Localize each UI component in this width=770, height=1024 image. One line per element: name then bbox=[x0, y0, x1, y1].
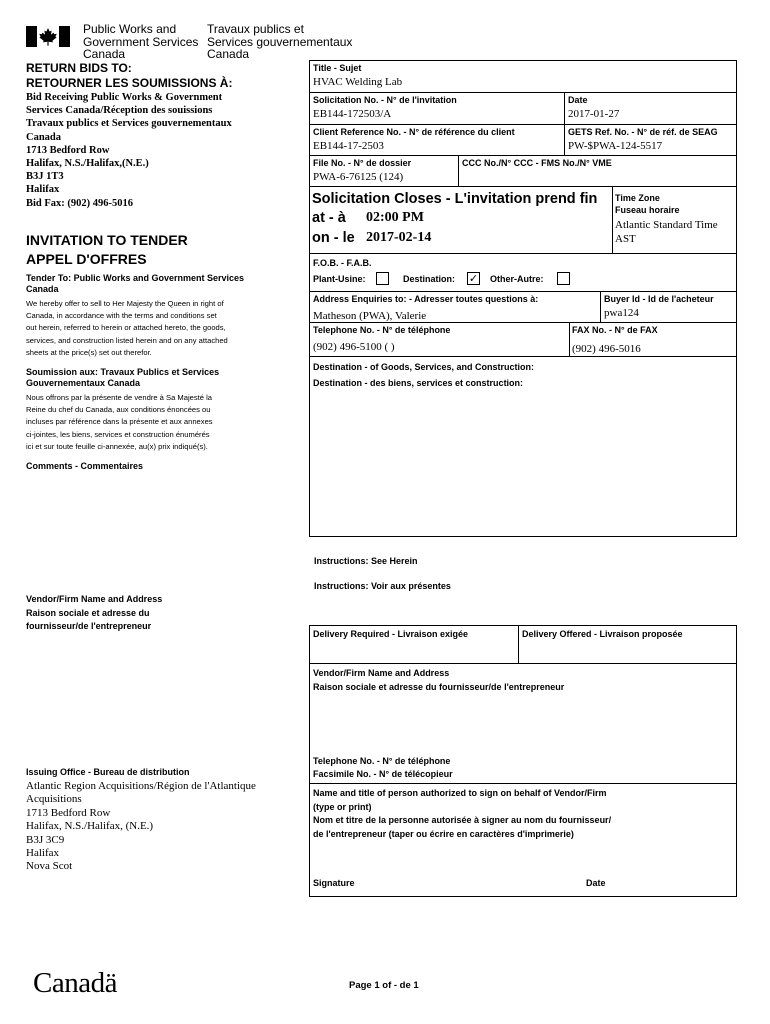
header-fr-line: Services gouvernementaux bbox=[207, 34, 353, 49]
solicitation-no-value: EB144-172503/A bbox=[313, 108, 392, 120]
date-value: 2017-01-27 bbox=[568, 108, 620, 120]
return-address-line: Canada bbox=[26, 131, 62, 143]
gets-ref-label: GETS Ref. No. - N° de réf. de SEAG bbox=[568, 127, 718, 137]
header-fr-line: Canada bbox=[207, 47, 250, 61]
destination-checkbox[interactable] bbox=[467, 272, 480, 285]
signer-line: Name and title of person authorized to sign on behalf of Vendor/Firm bbox=[313, 788, 607, 798]
instructions-fr: Instructions: Voir aux présentes bbox=[314, 581, 451, 591]
page-number: Page 1 of - de 1 bbox=[349, 980, 419, 991]
return-address-line: Travaux publics et Services gouvernementaux bbox=[26, 118, 232, 130]
return-address-line: Halifax bbox=[26, 184, 60, 196]
return-address-line: 1713 Bedford Row bbox=[26, 144, 110, 156]
return-address-line: Bid Fax: (902) 496-5016 bbox=[26, 197, 134, 209]
offer-text-fr bbox=[26, 392, 213, 453]
header-en-line: Government Services bbox=[83, 34, 199, 49]
buyer-id-value: pwa124 bbox=[604, 307, 639, 319]
vendor-left-line: Raison sociale et adresse du bbox=[26, 607, 150, 618]
tz-value-line: AST bbox=[615, 233, 636, 245]
offer-text-line: ici et sur toute feuille ci-annexée, au(x) prix indiqué(s). bbox=[26, 441, 208, 451]
fax-value: (902) 496-5016 bbox=[572, 343, 641, 355]
delivery-required-label: Delivery Required - Livraison exigée bbox=[313, 629, 469, 639]
offer-text-line: services, and construction listed herein and on any attached bbox=[26, 335, 228, 345]
return-address-line: Bid Receiving Public Works & Government bbox=[26, 92, 223, 103]
tender-to-line: Canada bbox=[26, 284, 59, 294]
address-enquiries-value: Matheson (PWA), Valerie bbox=[313, 310, 427, 322]
signer-line: (type or print) bbox=[313, 801, 372, 812]
solicitation-closes-title: Solicitation Closes - L'invitation prend fin bbox=[312, 191, 598, 207]
vendor-contact-label bbox=[313, 755, 453, 781]
title-label: Title - Sujet bbox=[313, 63, 362, 73]
return-address-line: Services Canada/Réception des souissions bbox=[26, 105, 213, 117]
plant-usine-checkbox[interactable] bbox=[376, 272, 389, 285]
closes-on-value: 2017-02-14 bbox=[366, 230, 432, 245]
closes-at-label: at - à bbox=[312, 210, 346, 226]
authorized-signer-label bbox=[313, 787, 611, 842]
signer-line: de l'entrepreneur (taper ou écrire en caractères d'imprimerie) bbox=[313, 829, 574, 840]
offer-text-line: incluses par référence dans la présente et aux annexes bbox=[26, 417, 213, 427]
plant-usine-label: Plant-Usine: bbox=[313, 274, 366, 284]
other-autre-label: Other-Autre: bbox=[490, 274, 544, 284]
issuing-line: Acquisitions bbox=[26, 793, 82, 806]
issuing-line: Halifax bbox=[26, 847, 59, 860]
offer-text-line: Reine du chef du Canada, aux conditions énoncées ou bbox=[26, 405, 211, 415]
return-address bbox=[26, 91, 232, 210]
signer-line: Nom et titre de la personne autorisée à signer au nom du fournisseur/ bbox=[313, 815, 612, 826]
issuing-office-label: Issuing Office - Bureau de distribution bbox=[26, 767, 190, 777]
other-autre-checkbox[interactable] bbox=[557, 272, 570, 285]
vendor-firm-en: Vendor/Firm Name and Address bbox=[313, 668, 450, 678]
gets-ref-value: PW-$PWA-124-5517 bbox=[568, 140, 663, 152]
vendor-facsimile-label: Facsimile No. - N° de télécopieur bbox=[313, 769, 453, 779]
solicitation-no-label: Solicitation No. - N° de l'invitation bbox=[313, 95, 457, 105]
issuing-line: Halifax, N.S./Halifax, (N.E.) bbox=[26, 820, 154, 833]
destination-goods-fr: Destination - des biens, services et construction: bbox=[313, 378, 524, 388]
offer-text-en bbox=[26, 298, 228, 359]
title-value: HVAC Welding Lab bbox=[313, 76, 403, 88]
buyer-id-label: Buyer Id - Id de l'acheteur bbox=[604, 294, 714, 304]
header-en-line: Public Works and bbox=[83, 22, 177, 36]
return-address-line: Halifax, N.S./Halifax,(N.E.) bbox=[26, 158, 149, 170]
offer-text-line: We hereby offer to sell to Her Majesty the Queen in right of bbox=[26, 299, 224, 308]
offer-text-line: out herein, referred to herein or attached hereto, the goods, bbox=[26, 323, 226, 333]
tender-to-line: Tender To: Public Works and Government Services bbox=[26, 273, 245, 283]
fax-label: FAX No. - N° de FAX bbox=[572, 325, 658, 335]
issuing-line: 1713 Bedford Row bbox=[26, 806, 111, 819]
issuing-office-address bbox=[26, 780, 256, 874]
offer-text-line: Nous offrons par la présente de vendre à Sa Majesté la bbox=[26, 393, 213, 402]
time-zone-label bbox=[615, 192, 680, 216]
tz-value-line: Atlantic Standard Time bbox=[615, 219, 718, 231]
canada-wordmark: Canadä bbox=[33, 967, 117, 999]
ccc-no-label: CCC No./N° CCC - FMS No./N° VME bbox=[462, 158, 612, 168]
soumission-aux bbox=[26, 367, 219, 389]
comments-label: Comments - Commentaires bbox=[26, 461, 144, 471]
client-ref-value: EB144-17-2503 bbox=[313, 140, 384, 152]
issuing-line: Nova Scot bbox=[26, 860, 73, 873]
destination-goods-en: Destination - of Goods, Services, and Construction: bbox=[313, 362, 535, 372]
telephone-label: Telephone No. - N° de téléphone bbox=[313, 325, 451, 335]
header-en-line: Canada bbox=[83, 47, 126, 61]
invitation-title-fr: APPEL D'OFFRES bbox=[26, 251, 147, 267]
department-name-en bbox=[83, 23, 198, 61]
invitation-title-en: INVITATION TO TENDER bbox=[26, 232, 188, 248]
destination-goods-label bbox=[313, 359, 534, 391]
tz-label-fr: Fuseau horaire bbox=[615, 205, 680, 215]
vendor-left-line: Vendor/Firm Name and Address bbox=[26, 594, 163, 604]
file-no-label: File No. - N° de dossier bbox=[313, 158, 412, 168]
tz-label-en: Time Zone bbox=[615, 193, 660, 203]
offer-text-line: sheets at the price(s) set out therefor. bbox=[26, 347, 152, 357]
return-title-fr: RETOURNER LES SOUMISSIONS À: bbox=[26, 76, 233, 90]
file-no-value: PWA-6-76125 (124) bbox=[313, 171, 404, 183]
canada-flag-icon bbox=[26, 26, 70, 47]
vendor-telephone-label: Telephone No. - N° de téléphone bbox=[313, 756, 451, 766]
invitation-title bbox=[26, 231, 188, 269]
client-ref-label: Client Reference No. - N° de référence du client bbox=[313, 127, 515, 137]
offer-text-line: ci-jointes, les biens, services et construction énumérés bbox=[26, 429, 210, 439]
return-bids-title bbox=[26, 61, 232, 91]
return-title-en: RETURN BIDS TO: bbox=[26, 61, 132, 75]
vendor-firm-label bbox=[313, 666, 564, 694]
time-zone-value bbox=[615, 218, 718, 246]
offer-text-line: Canada, in accordance with the terms and conditions set bbox=[26, 311, 217, 321]
delivery-offered-label: Delivery Offered - Livraison proposée bbox=[522, 629, 683, 639]
checkmark-icon: ✓ bbox=[468, 273, 479, 285]
signature-label: Signature bbox=[313, 878, 355, 888]
vendor-firm-fr: Raison sociale et adresse du fournisseur/de l'entrepreneur bbox=[313, 682, 565, 692]
vendor-left-line: fournisseur/de l'entrepreneur bbox=[26, 621, 152, 631]
tender-to bbox=[26, 273, 244, 295]
issuing-line: Atlantic Region Acquisitions/Région de l'Atlantique bbox=[26, 780, 256, 792]
header-fr-line: Travaux publics et bbox=[207, 22, 304, 36]
destination-label: Destination: bbox=[403, 274, 456, 284]
fob-label: F.O.B. - F.A.B. bbox=[313, 258, 372, 268]
closes-at-value: 02:00 PM bbox=[366, 210, 424, 225]
instructions-en: Instructions: See Herein bbox=[314, 556, 418, 566]
vendor-left-label bbox=[26, 593, 162, 634]
signature-date-label: Date bbox=[586, 878, 606, 888]
issuing-line: B3J 3C9 bbox=[26, 833, 65, 846]
address-enquiries-label: Address Enquiries to: - Adresser toutes questions à: bbox=[313, 294, 539, 304]
date-label: Date bbox=[568, 95, 588, 105]
telephone-value: (902) 496-5100 ( ) bbox=[313, 341, 395, 353]
closes-on-label: on - le bbox=[312, 230, 355, 246]
soumission-line: Soumission aux: Travaux Publics et Services bbox=[26, 367, 220, 377]
soumission-line: Gouvernementaux Canada bbox=[26, 378, 141, 388]
return-address-line: B3J 1T3 bbox=[26, 171, 64, 183]
department-name-fr bbox=[207, 23, 352, 61]
